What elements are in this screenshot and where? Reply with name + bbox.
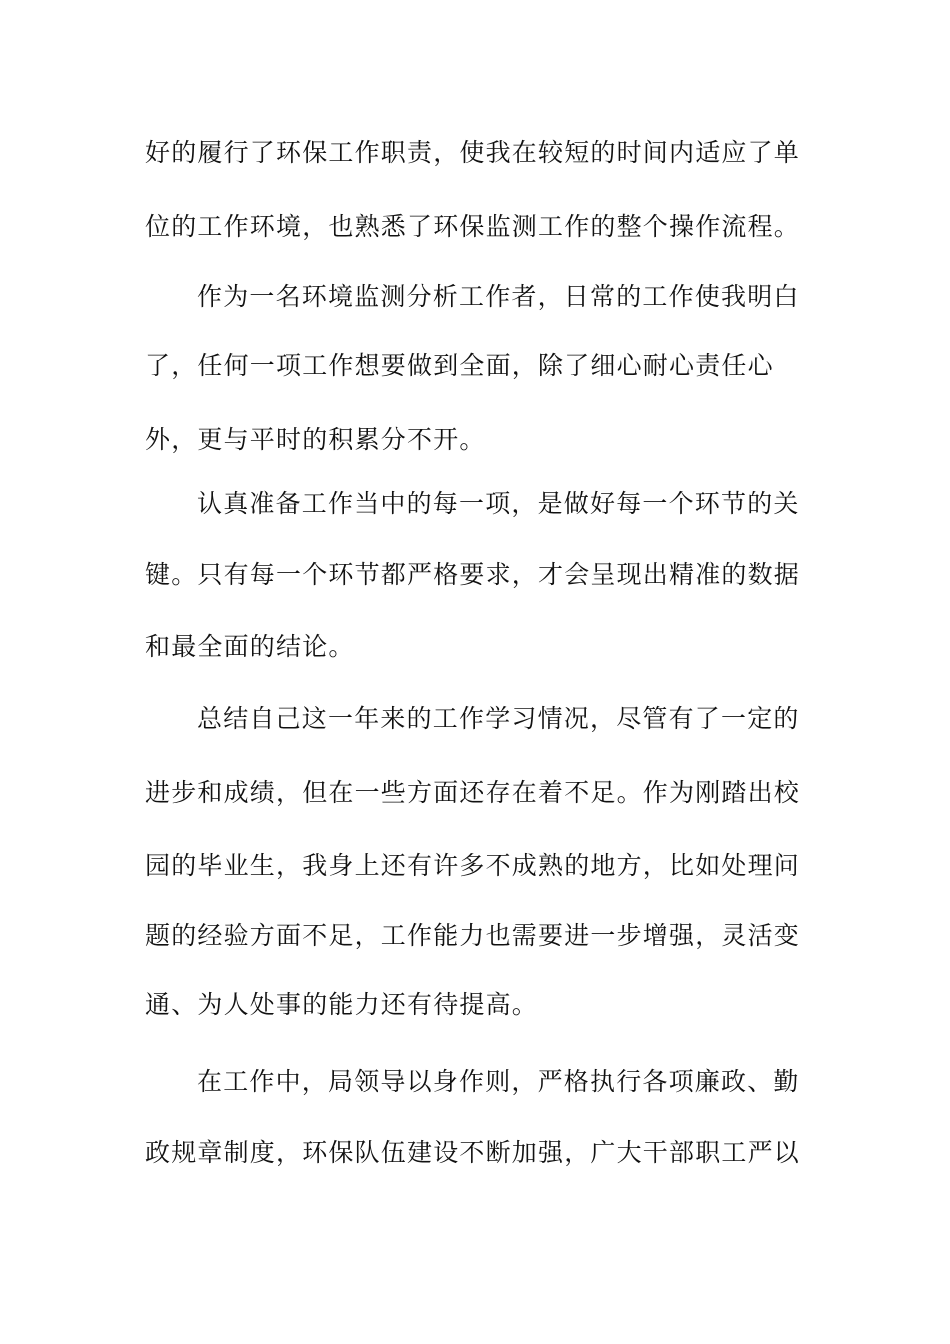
paragraph-4-line-2: 进步和成绩，但在一些方面还存在着不足。作为刚踏出校 — [145, 778, 801, 807]
paragraph-4-line-4: 题的经验方面不足，工作能力也需要进一步增强，灵活变 — [145, 921, 801, 950]
paragraph-3-line-1: 认真准备工作当中的每一项，是做好每一个环节的关 — [197, 489, 800, 518]
paragraph-1-line-2: 位的工作环境，也熟悉了环保监测工作的整个操作流程。 — [145, 212, 801, 241]
paragraph-2-line-1: 作为一名环境监测分析工作者，日常的工作使我明白 — [197, 282, 800, 311]
paragraph-2-line-3: 外，更与平时的积累分不开。 — [145, 425, 486, 454]
paragraph-3-line-2: 键。只有每一个环节都严格要求，才会呈现出精准的数据 — [145, 560, 801, 589]
paragraph-2-line-2: 了，任何一项工作想要做到全面，除了细心耐心责任心 — [145, 351, 774, 380]
paragraph-4-line-1: 总结自己这一年来的工作学习情况，尽管有了一定的 — [197, 704, 800, 733]
paragraph-3-line-3: 和最全面的结论。 — [145, 632, 355, 661]
paragraph-4-line-3: 园的毕业生，我身上还有许多不成熟的地方，比如处理问 — [145, 851, 801, 880]
paragraph-4-line-5: 通、为人处事的能力还有待提高。 — [145, 990, 539, 1019]
paragraph-5-line-1: 在工作中，局领导以身作则，严格执行各项廉政、勤 — [197, 1067, 800, 1096]
paragraph-1-line-1: 好的履行了环保工作职责，使我在较短的时间内适应了单 — [145, 138, 801, 167]
paragraph-5-line-2: 政规章制度，环保队伍建设不断加强，广大干部职工严以 — [145, 1138, 801, 1167]
